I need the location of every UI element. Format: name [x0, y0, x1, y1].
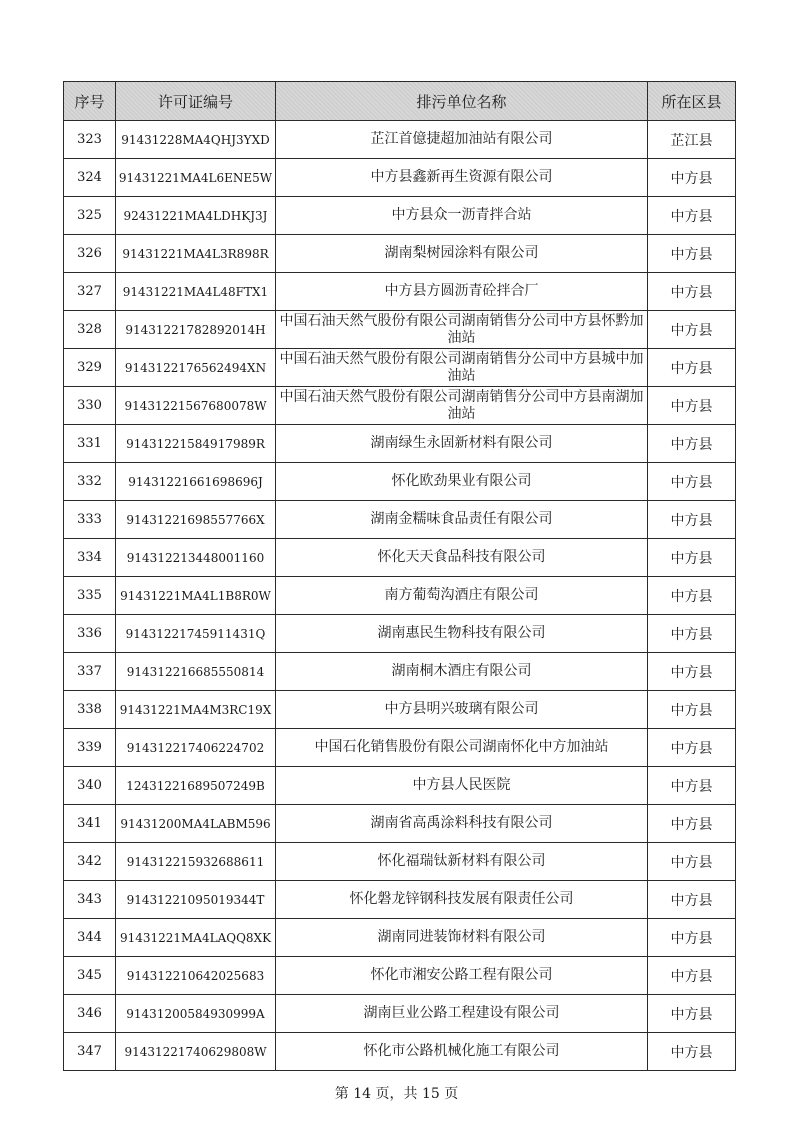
table-row	[64, 843, 736, 881]
cell-permit-id: 914312210642025683	[116, 957, 276, 995]
cell-seq: 330	[64, 387, 116, 425]
table-row	[64, 463, 736, 501]
table-body	[64, 121, 736, 1071]
table-header-row	[64, 82, 736, 121]
cell-district: 中方县	[648, 1033, 736, 1071]
table-row	[64, 273, 736, 311]
table-row	[64, 881, 736, 919]
cell-permit-id: 914312215932688611	[116, 843, 276, 881]
cell-unit-name: 湖南桐木酒庄有限公司	[276, 653, 648, 691]
cell-district: 中方县	[648, 235, 736, 273]
cell-permit-id: 91431200584930999A	[116, 995, 276, 1033]
cell-district: 中方县	[648, 349, 736, 387]
cell-permit-id: 91431221698557766X	[116, 501, 276, 539]
table-row	[64, 121, 736, 159]
cell-district: 中方县	[648, 615, 736, 653]
cell-unit-name: 怀化天天食品科技有限公司	[276, 539, 648, 577]
cell-seq: 343	[64, 881, 116, 919]
table-row	[64, 197, 736, 235]
cell-unit-name: 中方县人民医院	[276, 767, 648, 805]
cell-permit-id: 91431221782892014H	[116, 311, 276, 349]
cell-unit-name: 湖南巨业公路工程建设有限公司	[276, 995, 648, 1033]
cell-unit-name: 中国石油天然气股份有限公司湖南销售分公司中方县怀黔加油站	[276, 311, 648, 349]
cell-unit-name: 怀化欧劲果业有限公司	[276, 463, 648, 501]
table-row	[64, 501, 736, 539]
header-seq: 序号	[64, 82, 116, 121]
permit-list-sheet	[63, 81, 735, 1071]
cell-district: 中方县	[648, 159, 736, 197]
cell-seq: 335	[64, 577, 116, 615]
cell-district: 中方县	[648, 881, 736, 919]
cell-permit-id: 91431221MA4LAQQ8XK	[116, 919, 276, 957]
cell-seq: 342	[64, 843, 116, 881]
cell-seq: 344	[64, 919, 116, 957]
cell-seq: 325	[64, 197, 116, 235]
cell-district: 中方县	[648, 577, 736, 615]
cell-permit-id: 92431221MA4LDHKJ3J	[116, 197, 276, 235]
cell-permit-id: 91431221095019344T	[116, 881, 276, 919]
cell-unit-name: 湖南惠民生物科技有限公司	[276, 615, 648, 653]
cell-district: 中方县	[648, 957, 736, 995]
cell-permit-id: 91431221MA4L6ENE5W	[116, 159, 276, 197]
cell-seq: 324	[64, 159, 116, 197]
cell-unit-name: 中国石油天然气股份有限公司湖南销售分公司中方县南湖加油站	[276, 387, 648, 425]
cell-unit-name: 湖南金糯味食品责任有限公司	[276, 501, 648, 539]
cell-permit-id: 91431221584917989R	[116, 425, 276, 463]
table-row	[64, 387, 736, 425]
cell-seq: 347	[64, 1033, 116, 1071]
cell-permit-id: 91431221MA4M3RC19X	[116, 691, 276, 729]
cell-permit-id: 91431221MA4L48FTX1	[116, 273, 276, 311]
cell-district: 中方县	[648, 653, 736, 691]
cell-seq: 333	[64, 501, 116, 539]
cell-seq: 327	[64, 273, 116, 311]
table-row	[64, 995, 736, 1033]
page-number: 第 14 页，共 15 页	[334, 1086, 459, 1102]
table-row	[64, 159, 736, 197]
cell-district: 中方县	[648, 995, 736, 1033]
table-row	[64, 1033, 736, 1071]
cell-seq: 328	[64, 311, 116, 349]
cell-district: 中方县	[648, 197, 736, 235]
cell-seq: 336	[64, 615, 116, 653]
cell-permit-id: 12431221689507249B	[116, 767, 276, 805]
table-row	[64, 311, 736, 349]
cell-unit-name: 湖南梨树园涂料有限公司	[276, 235, 648, 273]
cell-district: 中方县	[648, 729, 736, 767]
cell-unit-name: 怀化市公路机械化施工有限公司	[276, 1033, 648, 1071]
cell-permit-id: 914312213448001160	[116, 539, 276, 577]
cell-seq: 337	[64, 653, 116, 691]
table-row	[64, 691, 736, 729]
header-unit-name: 排污单位名称	[276, 82, 648, 121]
cell-unit-name: 南方葡萄沟酒庄有限公司	[276, 577, 648, 615]
cell-seq: 346	[64, 995, 116, 1033]
header-permit-id: 许可证编号	[116, 82, 276, 121]
cell-district: 中方县	[648, 387, 736, 425]
cell-seq: 334	[64, 539, 116, 577]
cell-district: 中方县	[648, 311, 736, 349]
cell-seq: 339	[64, 729, 116, 767]
cell-district: 芷江县	[648, 121, 736, 159]
permit-table	[63, 81, 736, 1071]
cell-unit-name: 中国石油天然气股份有限公司湖南销售分公司中方县城中加油站	[276, 349, 648, 387]
cell-unit-name: 湖南同进装饰材料有限公司	[276, 919, 648, 957]
table-row	[64, 957, 736, 995]
cell-permit-id: 91431221MA4L3R898R	[116, 235, 276, 273]
table-row	[64, 425, 736, 463]
cell-permit-id: 914312217406224702	[116, 729, 276, 767]
cell-seq: 326	[64, 235, 116, 273]
cell-permit-id: 9143122176562494XN	[116, 349, 276, 387]
table-row	[64, 235, 736, 273]
table-row	[64, 729, 736, 767]
cell-district: 中方县	[648, 919, 736, 957]
cell-seq: 331	[64, 425, 116, 463]
cell-seq: 340	[64, 767, 116, 805]
cell-unit-name: 中方县明兴玻璃有限公司	[276, 691, 648, 729]
cell-seq: 329	[64, 349, 116, 387]
table-row	[64, 805, 736, 843]
cell-district: 中方县	[648, 767, 736, 805]
table-row	[64, 539, 736, 577]
cell-permit-id: 91431221MA4L1B8R0W	[116, 577, 276, 615]
cell-unit-name: 怀化市湘安公路工程有限公司	[276, 957, 648, 995]
cell-unit-name: 湖南绿生永固新材料有限公司	[276, 425, 648, 463]
cell-unit-name: 中国石化销售股份有限公司湖南怀化中方加油站	[276, 729, 648, 767]
cell-seq: 338	[64, 691, 116, 729]
cell-permit-id: 91431228MA4QHJ3YXD	[116, 121, 276, 159]
cell-permit-id: 914312216685550814	[116, 653, 276, 691]
cell-seq: 323	[64, 121, 116, 159]
cell-district: 中方县	[648, 501, 736, 539]
table-row	[64, 767, 736, 805]
cell-unit-name: 怀化磐龙锌钢科技发展有限责任公司	[276, 881, 648, 919]
table-row	[64, 349, 736, 387]
cell-unit-name: 芷江首億捷超加油站有限公司	[276, 121, 648, 159]
cell-permit-id: 91431221745911431Q	[116, 615, 276, 653]
cell-permit-id: 91431221740629808W	[116, 1033, 276, 1071]
table-row	[64, 577, 736, 615]
cell-district: 中方县	[648, 539, 736, 577]
cell-seq: 345	[64, 957, 116, 995]
cell-district: 中方县	[648, 425, 736, 463]
cell-unit-name: 湖南省高禹涂料科技有限公司	[276, 805, 648, 843]
cell-unit-name: 怀化福瑞钛新材料有限公司	[276, 843, 648, 881]
cell-district: 中方县	[648, 273, 736, 311]
table-row	[64, 653, 736, 691]
cell-unit-name: 中方县鑫新再生资源有限公司	[276, 159, 648, 197]
cell-district: 中方县	[648, 805, 736, 843]
cell-unit-name: 中方县众一沥青拌合站	[276, 197, 648, 235]
cell-permit-id: 91431200MA4LABM596	[116, 805, 276, 843]
table-row	[64, 615, 736, 653]
cell-seq: 332	[64, 463, 116, 501]
cell-district: 中方县	[648, 691, 736, 729]
cell-district: 中方县	[648, 843, 736, 881]
cell-district: 中方县	[648, 463, 736, 501]
cell-permit-id: 91431221661698696J	[116, 463, 276, 501]
header-district: 所在区县	[648, 82, 736, 121]
cell-unit-name: 中方县方圆沥青砼拌合厂	[276, 273, 648, 311]
table-row	[64, 919, 736, 957]
cell-seq: 341	[64, 805, 116, 843]
cell-permit-id: 91431221567680078W	[116, 387, 276, 425]
